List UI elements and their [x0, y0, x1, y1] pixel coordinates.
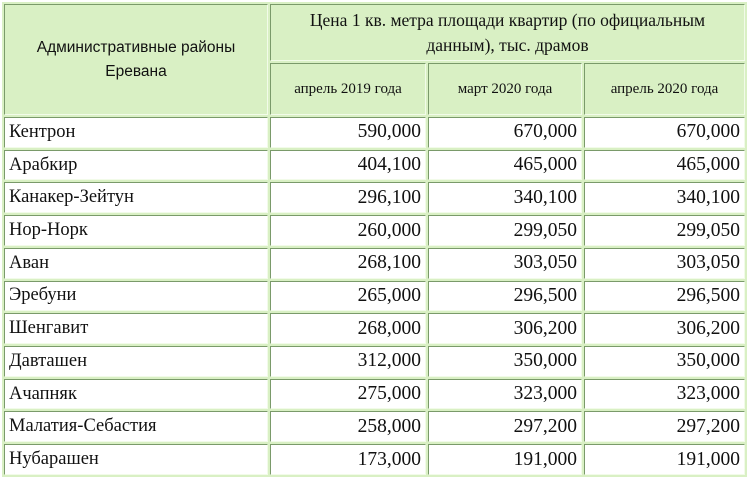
price-mar-2020-cell: 296,500: [428, 281, 582, 312]
price-apr-2019-cell: 590,000: [270, 117, 426, 148]
price-apr-2019-cell: 404,100: [270, 150, 426, 181]
district-name-cell: Кентрон: [4, 117, 268, 148]
district-name-cell: Нубарашен: [4, 444, 268, 475]
table-row: [4, 313, 745, 344]
price-apr-2020-cell: 296,500: [584, 281, 745, 312]
price-apr-2019-cell: 258,000: [270, 411, 426, 442]
district-name-cell: Давташен: [4, 346, 268, 377]
price-mar-2020-cell: 670,000: [428, 117, 582, 148]
table-row: [4, 411, 745, 442]
district-column-header: Административные районы Еревана: [4, 4, 268, 115]
district-name-cell: Малатия-Себастия: [4, 411, 268, 442]
table-row: [4, 215, 745, 246]
district-name-cell: Канакер-Зейтун: [4, 182, 268, 213]
price-apr-2020-cell: 299,050: [584, 215, 745, 246]
price-apr-2019-cell: 265,000: [270, 281, 426, 312]
price-mar-2020-cell: 306,200: [428, 313, 582, 344]
district-name-cell: Шенгавит: [4, 313, 268, 344]
table-row: [4, 346, 745, 377]
table-row: [4, 281, 745, 312]
price-mar-2020-cell: 297,200: [428, 411, 582, 442]
price-apr-2019-cell: 296,100: [270, 182, 426, 213]
district-name-cell: Эребуни: [4, 281, 268, 312]
district-name-cell: Нор-Норк: [4, 215, 268, 246]
price-apr-2019-cell: 268,000: [270, 313, 426, 344]
table-row: [4, 444, 745, 475]
price-apr-2019-cell: 268,100: [270, 248, 426, 279]
table-row: [4, 379, 745, 410]
table-row: [4, 182, 745, 213]
price-apr-2020-cell: 465,000: [584, 150, 745, 181]
price-apr-2019-cell: 260,000: [270, 215, 426, 246]
price-apr-2020-cell: 303,050: [584, 248, 745, 279]
price-apr-2020-cell: 297,200: [584, 411, 745, 442]
price-apr-2020-cell: 340,100: [584, 182, 745, 213]
price-apr-2019-cell: 173,000: [270, 444, 426, 475]
district-name-cell: Аван: [4, 248, 268, 279]
table-body: [4, 117, 745, 475]
price-group-header: Цена 1 кв. метра площади квартир (по официальным данным), тыс. драмов: [270, 4, 745, 61]
period-header-mar-2020: март 2020 года: [428, 63, 582, 115]
price-mar-2020-cell: 191,000: [428, 444, 582, 475]
price-mar-2020-cell: 303,050: [428, 248, 582, 279]
price-mar-2020-cell: 299,050: [428, 215, 582, 246]
period-header-apr-2020: апрель 2020 года: [584, 63, 745, 115]
price-mar-2020-cell: 340,100: [428, 182, 582, 213]
period-header-apr-2019: апрель 2019 года: [270, 63, 426, 115]
price-apr-2020-cell: 191,000: [584, 444, 745, 475]
district-name-cell: Ачапняк: [4, 379, 268, 410]
price-apr-2020-cell: 323,000: [584, 379, 745, 410]
table-row: [4, 150, 745, 181]
table-row: [4, 117, 745, 148]
price-table-frame: [2, 2, 747, 477]
price-apr-2020-cell: 670,000: [584, 117, 745, 148]
price-mar-2020-cell: 350,000: [428, 346, 582, 377]
price-mar-2020-cell: 323,000: [428, 379, 582, 410]
district-name-cell: Арабкир: [4, 150, 268, 181]
price-apr-2019-cell: 275,000: [270, 379, 426, 410]
price-table: [2, 2, 747, 477]
price-apr-2020-cell: 350,000: [584, 346, 745, 377]
header-row: [4, 4, 745, 61]
price-apr-2019-cell: 312,000: [270, 346, 426, 377]
price-mar-2020-cell: 465,000: [428, 150, 582, 181]
price-apr-2020-cell: 306,200: [584, 313, 745, 344]
table-row: [4, 248, 745, 279]
